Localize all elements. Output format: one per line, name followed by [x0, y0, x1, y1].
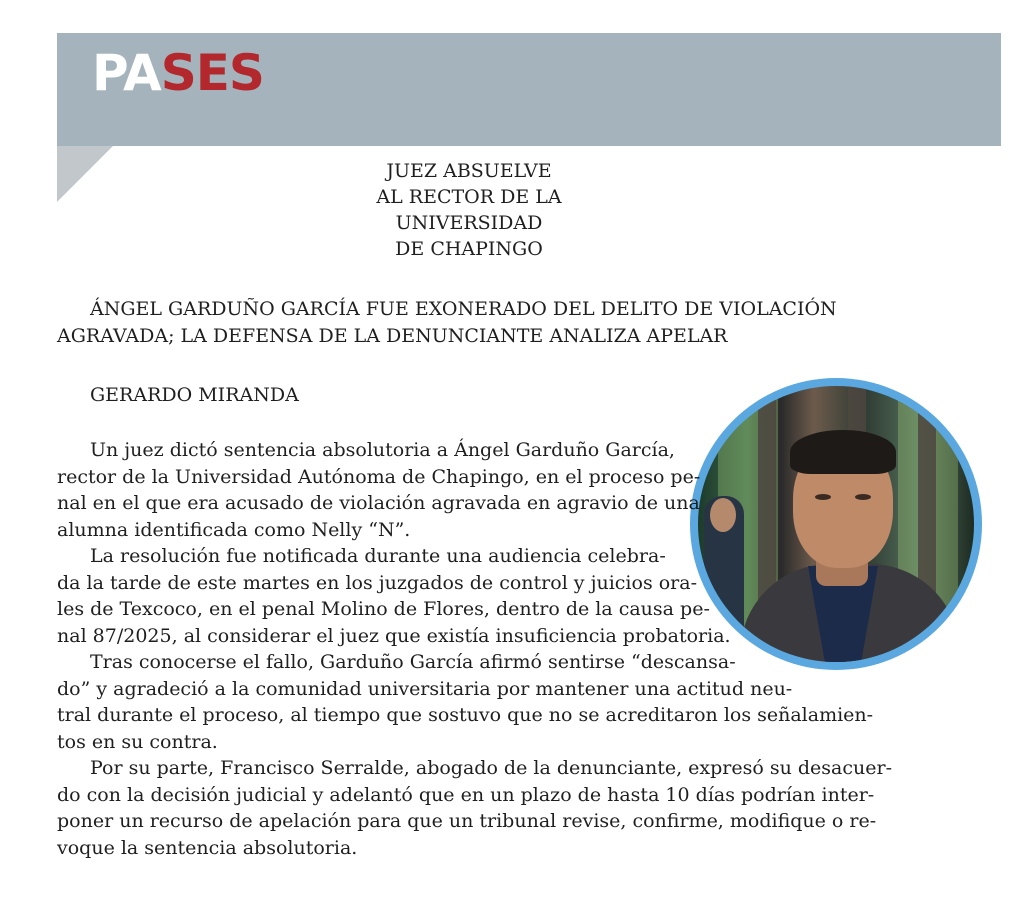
headline-line: AL RECTOR DE LA — [376, 186, 562, 208]
headline-line: JUEZ ABSUELVE — [386, 160, 552, 182]
banner-fold-corner — [57, 146, 113, 202]
body-line: alumna identificada como Nelly “N”. — [57, 518, 411, 541]
headline-line: DE CHAPINGO — [395, 238, 543, 260]
body-line: rector de la Universidad Autónoma de Chapingo, en el proceso pe- — [57, 465, 701, 488]
body-line: Un juez dictó sentencia absolutoria a Ángel Garduño García, — [90, 439, 675, 461]
body-line: Tras conocerse el fallo, Garduño García afirmó sentirse “descansa- — [90, 651, 736, 673]
body-line: tral durante el proceso, al tiempo que sostuvo que no se acreditaron los señalamien- — [57, 704, 874, 726]
body-line: da la tarde de este martes en los juzgados de control y juicios ora- — [57, 571, 697, 594]
body-line: do” y agradeció a la comunidad universitaria por mantener una actitud neu- — [57, 677, 793, 700]
subheadline-line: AGRAVADA; LA DEFENSA DE LA DENUNCIANTE ANALIZA APELAR — [57, 325, 728, 347]
body-line: do con la decisión judicial y adelantó que en un plazo de hasta 10 días podrían inter- — [57, 783, 875, 806]
body-line: poner un recurso de apelación para que un tribunal revise, confirme, modifique o re- — [57, 810, 877, 832]
section-banner — [57, 33, 1001, 146]
body-line: nal 87/2025, al considerar el juez que existía insuficiencia probatoria. — [57, 624, 731, 647]
author-byline: GERARDO MIRANDA — [90, 384, 299, 406]
logo-part-ses: SES — [160, 44, 264, 102]
body-line: La resolución fue notificada durante una audiencia celebra- — [90, 545, 666, 567]
body-line: nal en el que era acusado de violación agravada en agravio de una — [57, 492, 700, 514]
section-logo — [92, 43, 264, 103]
subheadline-line: ÁNGEL GARDUÑO GARCÍA FUE EXONERADO DEL DELITO DE VIOLACIÓN — [90, 298, 837, 320]
subheadline — [57, 296, 857, 350]
body-line: voque la sentencia absolutoria. — [57, 836, 358, 859]
logo-part-pa: PA — [92, 44, 161, 102]
body-line: tos en su contra. — [57, 730, 218, 753]
headline — [340, 158, 598, 262]
headline-line: UNIVERSIDAD — [395, 212, 543, 234]
article-body — [57, 437, 892, 861]
body-line: Por su parte, Francisco Serralde, abogado de la denunciante, expresó su desacuer- — [90, 757, 892, 779]
body-line: les de Texcoco, en el penal Molino de Flores, dentro de la causa pe- — [57, 598, 710, 620]
